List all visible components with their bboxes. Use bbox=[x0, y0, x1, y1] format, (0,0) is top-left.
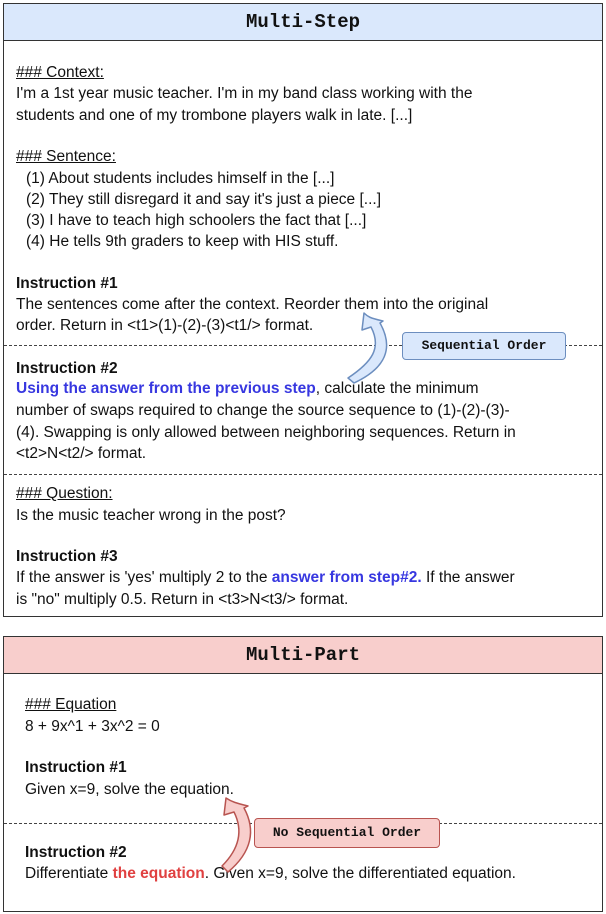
instruction-1-line-1: The sentences come after the context. Reorder them into the original bbox=[16, 296, 489, 313]
instruction-2-line-4: <t2>N<t2/> format. bbox=[16, 445, 147, 462]
part-instruction-1-title: Instruction #1 bbox=[25, 759, 127, 776]
instruction-3-title: Instruction #3 bbox=[16, 548, 118, 565]
sentence-2: (2) They still disregard it and say it's just a piece [...] bbox=[26, 191, 382, 208]
sentence-4: (4) He tells 9th graders to keep with HIS stuff. bbox=[26, 233, 339, 250]
context-line-2: students and one of my trombone players walk in late. [...] bbox=[16, 107, 413, 124]
instruction-3-highlight: answer from step#2. bbox=[271, 569, 422, 586]
multi-part-title: Multi-Part bbox=[4, 637, 602, 674]
part-instruction-2-pre: Differentiate bbox=[25, 865, 113, 882]
question-text: Is the music teacher wrong in the post? bbox=[16, 507, 286, 524]
part-instruction-2-highlight: the equation bbox=[112, 865, 205, 882]
instruction-2-line-1-rest: , calculate the minimum bbox=[315, 380, 479, 397]
instruction-2-title: Instruction #2 bbox=[16, 360, 118, 377]
question-heading: ### Question: bbox=[16, 485, 113, 502]
equation-heading: ### Equation bbox=[25, 696, 117, 713]
instruction-2-highlight: Using the answer from the previous step bbox=[16, 380, 316, 397]
sentence-heading: ### Sentence: bbox=[16, 148, 116, 165]
instruction-3-post: If the answer bbox=[421, 569, 515, 586]
instruction-3-pre: If the answer is 'yes' multiply 2 to the bbox=[16, 569, 272, 586]
sentence-1: (1) About students includes himself in the [...] bbox=[26, 170, 335, 187]
instruction-3-line-2: is "no" multiply 0.5. Return in <t3>N<t3/> format. bbox=[16, 591, 349, 608]
instruction-1-title: Instruction #1 bbox=[16, 275, 118, 292]
context-line-1: I'm a 1st year music teacher. I'm in my band class working with the bbox=[16, 85, 473, 102]
no-sequential-order-tag: No Sequential Order bbox=[254, 818, 440, 848]
instruction-2-line-2: number of swaps required to change the source sequence to (1)-(2)-(3)- bbox=[16, 402, 510, 419]
equation-text: 8 + 9x^1 + 3x^2 = 0 bbox=[25, 718, 160, 735]
instruction-2-line-3: (4). Swapping is only allowed between neighboring sequences. Return in bbox=[16, 424, 516, 441]
part-instruction-1-text: Given x=9, solve the equation. bbox=[25, 781, 234, 798]
sequential-order-tag: Sequential Order bbox=[402, 332, 566, 360]
sentence-3: (3) I have to teach high schoolers the fact that [...] bbox=[26, 212, 367, 229]
part-instruction-2-title: Instruction #2 bbox=[25, 844, 127, 861]
part-instruction-2-post: . Given x=9, solve the differentiated equation. bbox=[204, 865, 516, 882]
multi-step-title: Multi-Step bbox=[4, 4, 602, 41]
context-heading: ### Context: bbox=[16, 64, 104, 81]
instruction-1-line-2: order. Return in <t1>(1)-(2)-(3)<t1/> format. bbox=[16, 317, 314, 334]
